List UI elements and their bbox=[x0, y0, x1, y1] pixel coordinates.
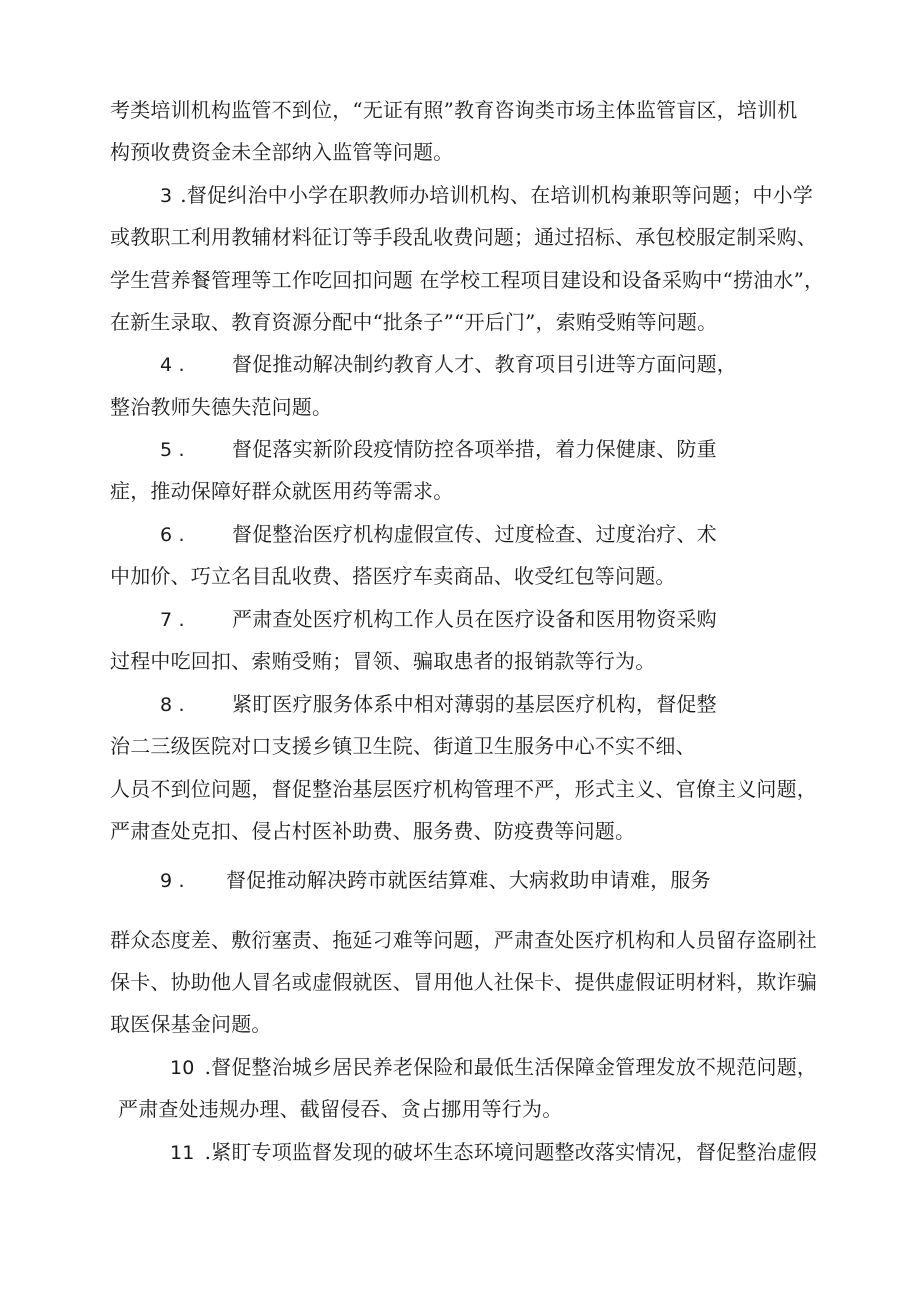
item-number: 5 . bbox=[160, 439, 185, 461]
text-line bbox=[110, 968, 817, 996]
text: 过程中吃回扣、索贿受贿；冒领、骗取患者的报销款等行为。 bbox=[110, 649, 656, 673]
text-line bbox=[110, 562, 676, 590]
text-line bbox=[110, 477, 453, 505]
text: 群众态度差、敷衍塞责、拖延刁难等问题，严肃查处医疗机构和人员留存盗刷社 bbox=[110, 928, 817, 952]
text: 构预收费资金未全部纳入监管等问题。 bbox=[110, 140, 454, 164]
text-line bbox=[110, 732, 696, 760]
text: 严肃查处违规办理、截留侵吞、贪占挪用等行为。 bbox=[118, 1097, 563, 1121]
text-line bbox=[110, 96, 797, 124]
text-line bbox=[110, 647, 655, 675]
text: 症，推动保障好群众就医用药等需求。 bbox=[110, 479, 454, 503]
text: .紧盯专项监督发现的破坏生态环境问题整改落实情况，督促整治虚假 bbox=[204, 1140, 818, 1164]
item-number: 3 bbox=[160, 185, 173, 207]
text: 学生营养餐管理等工作吃回扣问题 在学校工程项目建设和设备采购中“捞油水”， bbox=[110, 268, 825, 292]
numbered-item-7 bbox=[160, 605, 717, 634]
item-number: 6 . bbox=[160, 524, 185, 546]
text: 取医保基金问题。 bbox=[110, 1012, 272, 1036]
text-line bbox=[110, 926, 817, 954]
numbered-item-11 bbox=[170, 1138, 817, 1167]
text: 督促整治医疗机构虚假宣传、过度检查、过度治疗、术 bbox=[232, 522, 717, 546]
text-line bbox=[110, 266, 824, 294]
item-number: 9 . bbox=[160, 870, 185, 892]
text: 在新生录取、教育资源分配中“批条子”“开后门”，索贿受贿等问题。 bbox=[110, 310, 718, 334]
numbered-item-8 bbox=[160, 690, 717, 719]
item-number: 10 bbox=[170, 1057, 195, 1079]
text-line bbox=[110, 138, 453, 166]
text: 人员不到位问题，督促整治基层医疗机构管理不严，形式主义、官僚主义问题， bbox=[110, 777, 817, 801]
text: 保卡、协助他人冒名或虚假就医、冒用他人社保卡、提供虚假证明材料，欺诈骗 bbox=[110, 970, 817, 994]
text-line bbox=[110, 817, 635, 845]
text-line bbox=[118, 1095, 562, 1123]
text: 督促推动解决跨市就医结算难、大病救助申请难，服务 bbox=[226, 868, 711, 892]
text: 严肃查处医疗机构工作人员在医疗设备和医用物资采购 bbox=[232, 607, 717, 631]
text: 治二三级医院对口支援乡镇卫生院、街道卫生服务中心不实不细、 bbox=[110, 734, 696, 758]
numbered-item-9 bbox=[160, 866, 711, 895]
text: 督促推动解决制约教育人才、教育项目引进等方面问题， bbox=[232, 352, 737, 376]
text: .督促纠治中小学在职教师办培训机构、在培训机构兼职等问题；中小学 bbox=[180, 183, 814, 207]
text-line bbox=[110, 775, 817, 803]
text: .督促整治城乡居民养老保险和最低生活保障金管理发放不规范问题， bbox=[204, 1055, 818, 1079]
numbered-item-4 bbox=[160, 350, 737, 379]
item-number: 4 . bbox=[160, 354, 185, 376]
numbered-item-10 bbox=[170, 1053, 817, 1082]
text: 整治教师失德失范问题。 bbox=[110, 395, 333, 419]
text: 考类培训机构监管不到位，“无证有照”教育咨询类市场主体监管盲区，培训机 bbox=[110, 98, 798, 122]
text: 严肃查处克扣、侵占村医补助费、服务费、防疫费等问题。 bbox=[110, 819, 636, 843]
text-line bbox=[110, 393, 332, 421]
text-line bbox=[110, 308, 717, 336]
text-line bbox=[110, 223, 817, 251]
text-line bbox=[110, 1010, 272, 1038]
item-number: 11 bbox=[170, 1142, 195, 1164]
numbered-item-5 bbox=[160, 435, 717, 464]
item-number: 7 . bbox=[160, 609, 185, 631]
text: 紧盯医疗服务体系中相对薄弱的基层医疗机构，督促整 bbox=[232, 692, 717, 716]
item-number: 8 . bbox=[160, 694, 185, 716]
numbered-item-6 bbox=[160, 520, 717, 549]
numbered-item-3 bbox=[160, 181, 813, 210]
text: 督促落实新阶段疫情防控各项举措，着力保健康、防重 bbox=[232, 437, 717, 461]
text: 中加价、巧立名目乱收费、搭医疗车卖商品、收受红包等问题。 bbox=[110, 564, 676, 588]
text: 或教职工利用教辅材料征订等手段乱收费问题；通过招标、承包校服定制采购、 bbox=[110, 225, 817, 249]
